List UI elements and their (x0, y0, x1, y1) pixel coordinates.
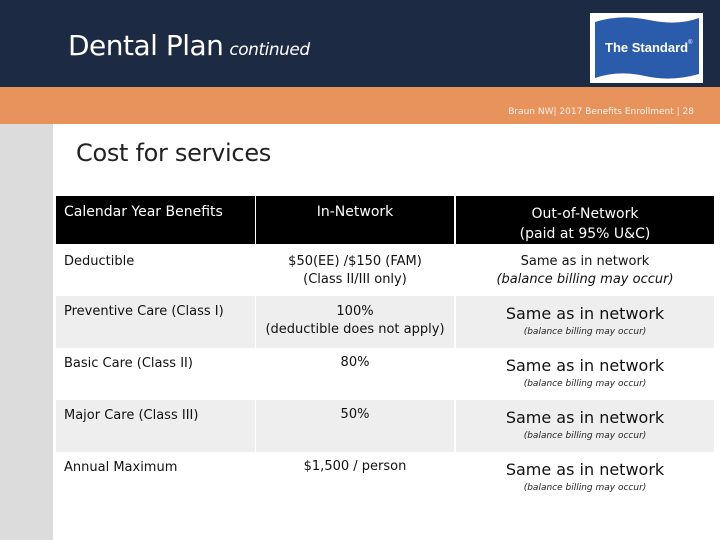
in-value: 80% (340, 355, 370, 370)
row-annual-max-out (456, 452, 714, 504)
out-note: (balance billing may occur) (523, 483, 647, 493)
row-major-out (456, 400, 714, 452)
out-note: (balance billing may occur) (523, 327, 647, 337)
row-deductible-in (256, 246, 454, 296)
row-label-annual-max: Annual Maximum (64, 460, 178, 475)
row-preventive-in (256, 296, 454, 348)
title-suffix: continued (229, 40, 310, 60)
out-note: (balance billing may occur) (523, 431, 647, 441)
slide-title (68, 29, 310, 62)
row-annual-max-in (256, 452, 454, 504)
footer-text: Braun NW| 2017 Benefits Enrollment | 28 (508, 107, 694, 117)
out-main: Same as in network (505, 408, 665, 427)
in-value: 50% (340, 407, 370, 422)
in-value: $1,500 / person (303, 459, 407, 474)
header-out-title: Out-of-Network (531, 206, 639, 222)
accent-band (0, 87, 720, 124)
in-value: $50(EE) /$150 (FAM) (288, 254, 422, 269)
row-label-basic: Basic Care (Class II) (64, 356, 193, 371)
out-main: Same as in network (520, 254, 650, 269)
row-major-in (256, 400, 454, 452)
header-out-subtitle: (paid at 95% U&C) (519, 226, 651, 242)
row-label-major: Major Care (Class III) (56, 400, 255, 452)
logo-text: The Standard (605, 40, 689, 55)
out-main: Same as in network (505, 356, 665, 375)
the-standard-logo (590, 13, 703, 83)
section-heading: Cost for services (76, 139, 271, 167)
title-main: Dental Plan (68, 29, 224, 62)
row-label-deductible: Deductible (64, 254, 135, 269)
in-value: 100% (336, 304, 374, 319)
header-benefits: Calendar Year Benefits (56, 196, 255, 244)
row-label-preventive: Preventive Care (Class I) (56, 296, 255, 348)
logo-registered: ® (688, 40, 693, 46)
row-basic-out (456, 348, 714, 400)
in-note: (deductible does not apply) (265, 322, 445, 337)
header-out-of-network (456, 196, 714, 244)
row-preventive-out (456, 296, 714, 348)
out-main: Same as in network (505, 460, 665, 479)
left-sidebar-bar (0, 124, 53, 540)
out-main: Same as in network (505, 304, 665, 323)
in-note: (Class II/III only) (303, 272, 407, 287)
out-note: (balance billing may occur) (523, 379, 647, 389)
out-note: (balance billing may occur) (496, 272, 674, 287)
row-basic-in (256, 348, 454, 400)
row-deductible-out (456, 246, 714, 296)
header-in-network: In-Network (256, 196, 454, 244)
logo-flag-icon (591, 14, 702, 82)
